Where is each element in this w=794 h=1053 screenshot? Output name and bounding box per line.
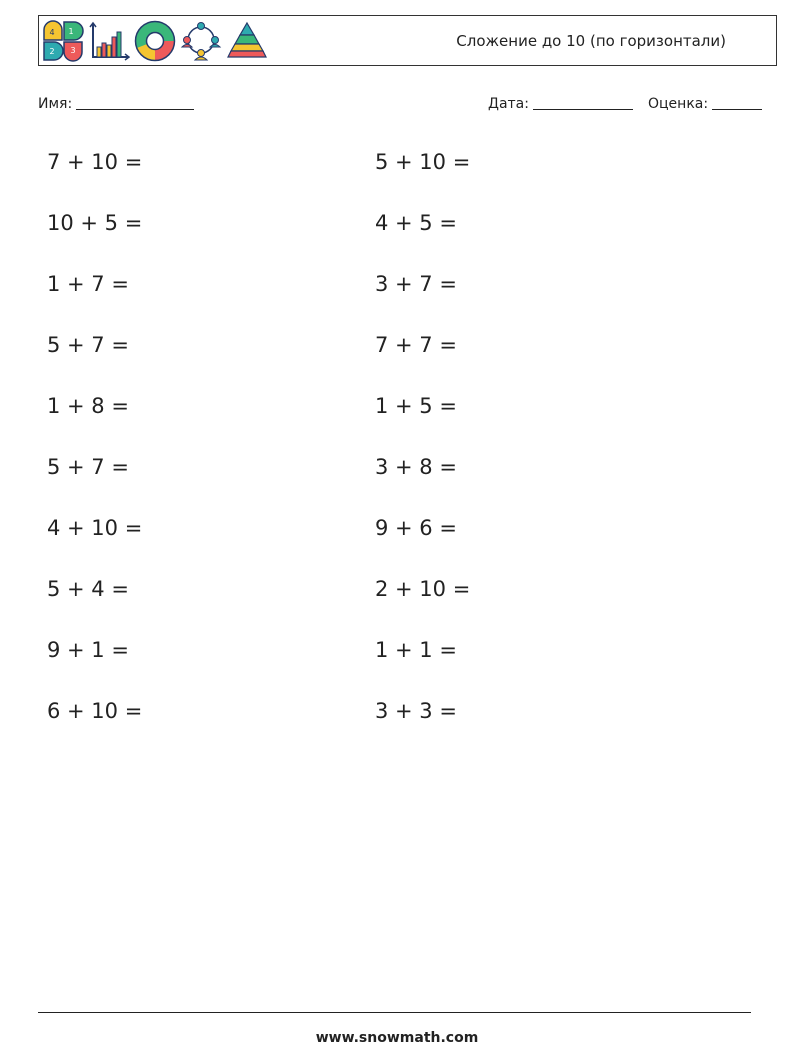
- ring-chart-icon: [134, 20, 176, 62]
- problem-left-7: 4 + 10 =: [47, 516, 143, 540]
- clover-numbers-icon: [42, 20, 84, 62]
- score-label: Оценка:: [648, 96, 709, 112]
- date-blank-line: [533, 95, 633, 110]
- problem-right-2: 4 + 5 =: [375, 211, 457, 235]
- problem-right-8: 2 + 10 =: [375, 577, 471, 601]
- name-label: Имя:: [38, 96, 73, 112]
- name-field: [38, 95, 194, 112]
- problem-left-9: 9 + 1 =: [47, 638, 129, 662]
- problem-left-3: 1 + 7 =: [47, 272, 129, 296]
- problem-right-6: 3 + 8 =: [375, 455, 457, 479]
- date-field: [488, 95, 633, 112]
- score-field: [648, 95, 762, 112]
- problem-left-1: 7 + 10 =: [47, 150, 143, 174]
- footer-divider: [38, 1012, 751, 1013]
- problem-right-5: 1 + 5 =: [375, 394, 457, 418]
- clover-number-2: 2: [49, 47, 55, 56]
- pyramid-icon: [226, 20, 268, 62]
- worksheet-title: Сложение до 10 (по горизонтали): [456, 32, 726, 50]
- problem-right-1: 5 + 10 =: [375, 150, 471, 174]
- clover-number-1: 1: [68, 27, 74, 36]
- clover-number-4: 4: [49, 28, 55, 37]
- score-blank-line: [712, 95, 762, 110]
- problem-left-6: 5 + 7 =: [47, 455, 129, 479]
- problem-right-9: 1 + 1 =: [375, 638, 457, 662]
- problem-right-7: 9 + 6 =: [375, 516, 457, 540]
- problem-left-8: 5 + 4 =: [47, 577, 129, 601]
- problem-right-10: 3 + 3 =: [375, 699, 457, 723]
- date-label: Дата:: [488, 96, 529, 112]
- problem-left-4: 5 + 7 =: [47, 333, 129, 357]
- footer-website-link[interactable]: www.snowmath.com: [315, 1030, 479, 1046]
- worksheet-header: [38, 15, 777, 66]
- clover-number-3: 3: [70, 46, 76, 55]
- people-circle-icon: [180, 20, 222, 62]
- name-blank-line: [76, 95, 194, 110]
- problem-left-2: 10 + 5 =: [47, 211, 143, 235]
- problem-right-3: 3 + 7 =: [375, 272, 457, 296]
- bar-chart-icon: [88, 20, 130, 62]
- problem-right-4: 7 + 7 =: [375, 333, 457, 357]
- problem-left-10: 6 + 10 =: [47, 699, 143, 723]
- logo-strip: [42, 20, 268, 62]
- problem-left-5: 1 + 8 =: [47, 394, 129, 418]
